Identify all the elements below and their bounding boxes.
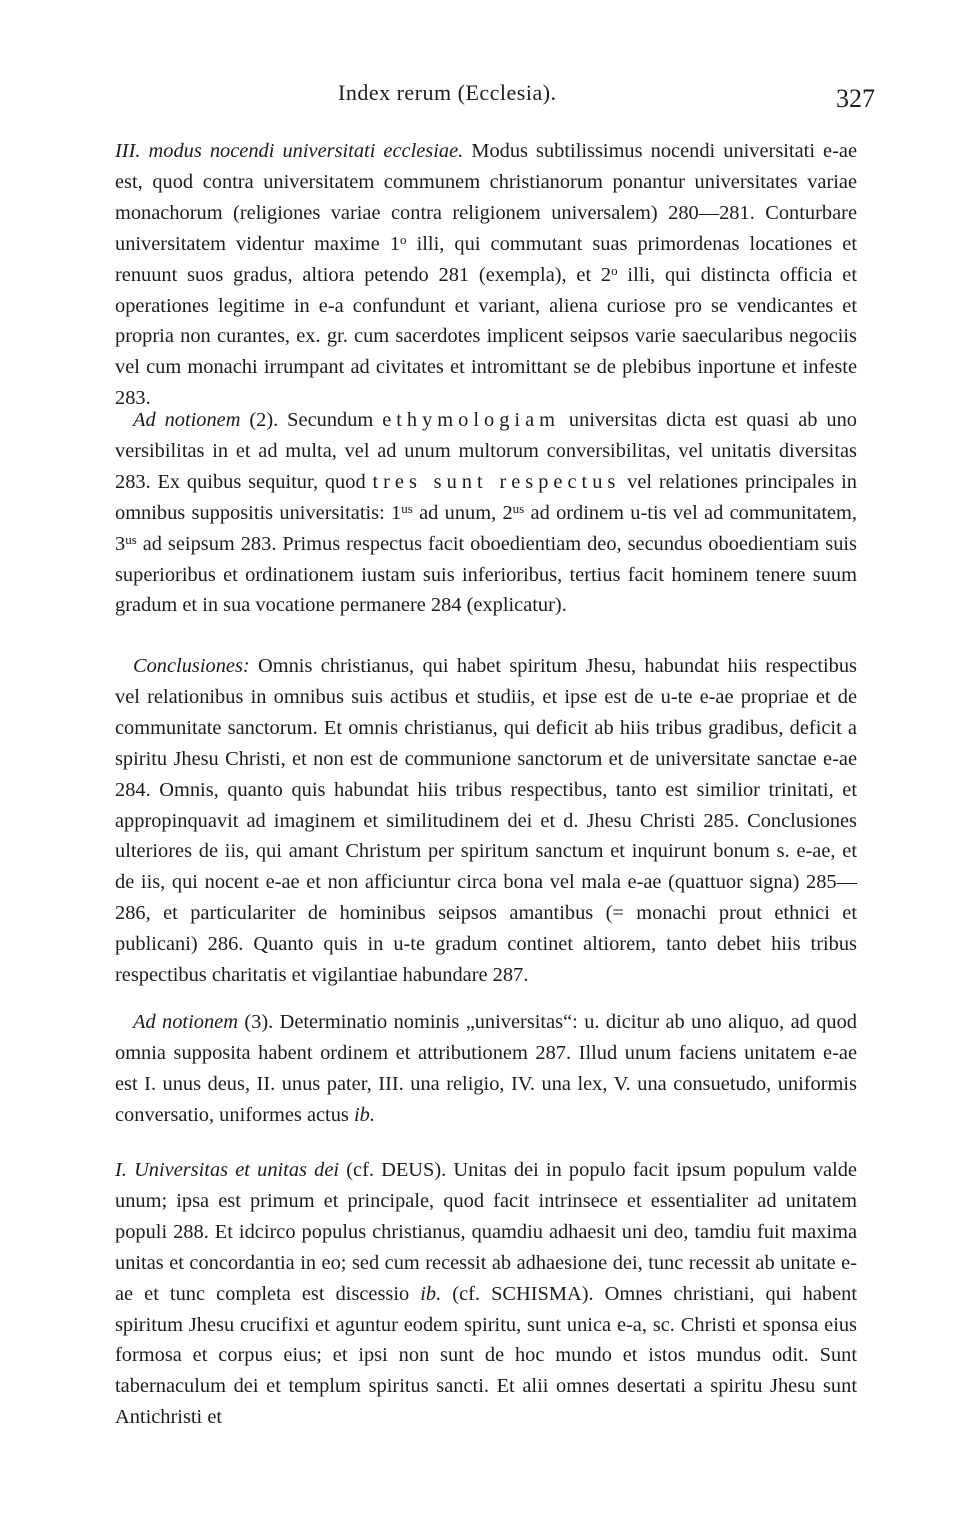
entry-text: (cf. DEUS). Unitas dei in populo facit ipsum populum valde unum; ipsa est primum et principale, quod facit intrinsece et essentialiter ad unitatem populi 288. Et idcirco populus christianus, quamdiu adhaesit uni deo, tamdiu fuit maxima unitas et concordantia in eo; sed cum recessit ab adhaesione dei, tunc recessit ab unitate e-ae et tunc completa est discessio	[115, 1159, 857, 1305]
entry-conclusiones	[115, 651, 857, 991]
entry-text: ad unum, 2	[412, 501, 513, 524]
entry-text: vel relationes principales in omnibus suppositis universitatis: 1	[115, 470, 857, 524]
running-title: Index rerum (Ecclesia).	[338, 80, 557, 105]
entry-text: Modus subtilissimus nocendi universitati e-ae est, quod contra universitatem communem christianorum ponantur universitates variae monachorum (religiones variae contra religionem universalem) 280—281. Conturbare universitatem videntur maxime 1	[115, 140, 857, 255]
ordinal-mark: o	[611, 262, 618, 278]
entry-number: I.	[115, 1159, 127, 1181]
entry-text: Determinatio nominis „universitas“: u. dicitur ab uno aliquo, ad quod omnia supposita habent ordinem et attributionem 287. Illud unum faciens unitatem e-ae est I. unus deus, II. unus pater, III. una religio, IV. una lex, V. una consuetudo, uniformis conversatio, uniformes actus	[115, 1011, 857, 1126]
entry-text: Omnis christianus, qui habet spiritum Jhesu, habundat hiis respectibus vel relationibus in omnibus suis actibus et studiis, et ipse est de u-te e-ae propriae et de communitate sanctorum. Et omnis christianus, qui deficit ab hiis tribus gradibus, deficit a spiritu Jhesu Christi, et non est de communione sanctorum et de universitate sanctae e-ae 284. Omnis, quanto quis habundat hiis tribus respectibus, tanto est similior trinitati, et appropinquavit ad imaginem et similitudinem dei et d. Jhesu Christi 285. Conclusiones ulteriores de iis, qui amant Christum per spiritum sanctum et inquirunt bonum s. e-ae, et de iis, qui nocent e-ae et non afficiuntur circa bona vel mala e-ae (quattuor signa) 285—286, et particulariter de hominibus seipsos amantibus (= monachi prout ethnici et publicani) 286. Quanto quis in u-te gradum continet altiorem, tanto debet hiis tribus respectibus charitatis et vigilantiae habundare 287.	[115, 655, 857, 987]
entry-heading: Ad notionem	[133, 1011, 238, 1033]
reference-number: (2).	[249, 409, 279, 431]
entry-text: ad ordinem u-tis vel ad communitatem, 3	[115, 501, 858, 555]
entry-ad-notionem-2	[115, 405, 857, 621]
entry-text: ad seipsum 283. Primus respectus facit oboedientiam deo, secundus oboedientiam suis superioribus et ordinationem iustam suis inferioribus, tertius facit hominem tenere suum gradum et in sua vocatione permanere 284 (explicatur).	[115, 532, 857, 617]
ibidem-mark: ib.	[353, 1103, 375, 1126]
spaced-term: tres sunt respectus	[372, 470, 621, 493]
entry-ad-notionem-3	[115, 1007, 857, 1131]
entry-modus-nocendi	[115, 136, 857, 414]
entry-number: III.	[115, 140, 141, 162]
spaced-term: ethymologiam	[382, 409, 560, 431]
ordinal-mark: us	[125, 531, 137, 547]
entry-heading: Universitas et unitas dei	[134, 1159, 340, 1181]
ordinal-mark: us	[512, 500, 525, 516]
entry-text: illi, qui distincta officia et operationes legitime in e-a confundunt et variant, aliena curiose pro se vendicantes et propria non curantes, ex. gr. cum sacerdotes implicent seipsos varie saecularibus negociis vel cum monachi irrumpant ad civitates et intromittant se de plebibus inportune et infeste 283.	[115, 263, 857, 410]
ordinal-mark: us	[401, 500, 413, 516]
running-header	[0, 80, 960, 114]
entry-heading: modus nocendi universitati ecclesiae.	[148, 140, 464, 162]
ordinal-mark: o	[400, 231, 407, 247]
entry-text: Secundum	[278, 409, 383, 431]
entry-text: (cf. SCHISMA). Omnes christiani, qui habent spiritum Jhesu crucifixi et aguntur eodem spiritu, sunt unica e-a, sc. Christi et sponsa eius formosa et corpus eius; et ipsi non sunt de hoc mundo et istos mundus odit. Sunt tabernaculum dei et templum spiritus sancti. Et alii omnes desertati a spiritu Jhesu sunt Antichristi et	[115, 1282, 857, 1429]
page-number: 327	[836, 84, 875, 113]
entry-heading: Ad notionem	[133, 409, 241, 431]
entry-text: illi, qui commutant suas primordenas locationes et renuunt suos gradus, altiora petendo 281 (exempla), et 2	[115, 232, 857, 286]
ibidem-mark: ib.	[420, 1282, 442, 1305]
entry-heading: Conclusiones:	[133, 655, 250, 677]
reference-number: (3).	[244, 1011, 274, 1033]
entry-universitas-et-unitas-dei	[115, 1155, 857, 1433]
entry-text: universitas dicta est quasi ab uno versibilitas in et ad multa, vel ad unum multorum conversibilitas, vel unitatis diversitas 283. Ex quibus sequitur, quod	[115, 409, 857, 493]
